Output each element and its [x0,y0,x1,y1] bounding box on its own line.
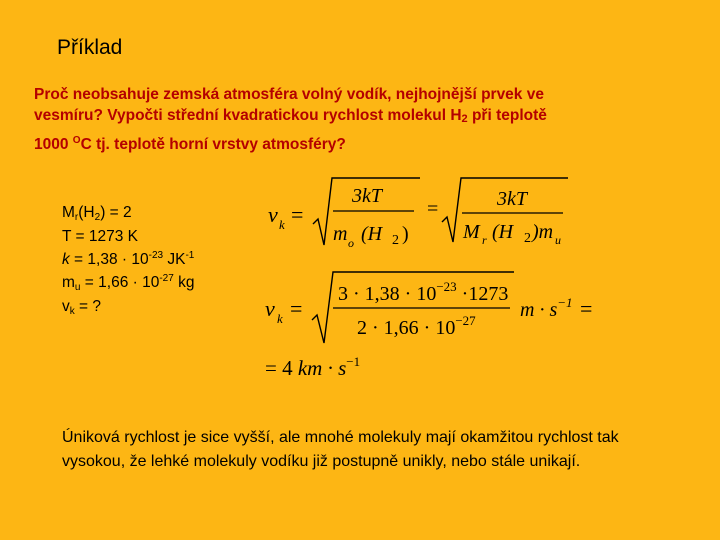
formula-numerator-1: 3kT [352,185,382,207]
formula-den2-paren: (H [492,221,514,243]
question-line-2: vesmíru? Vypočti střední kvadratickou rychlost molekul $H_2$ při teplotě [34,107,547,125]
formula2-v-symbol: v [265,296,275,321]
formula-den2-two: 2 [524,231,531,246]
conclusion-line-1: Úniková rychlost je sice vyšší, ale mnohé molekuly mají okamžitou rychlost tak [62,429,619,446]
formula-equals-2: = [427,198,439,220]
formula-den1-two: 2 [392,233,399,248]
given-molar-mass: $M_r(H_2) = 2$ [62,204,132,223]
formula-den1-m: m [333,223,348,245]
formula-numerator-2: 3kT [497,188,527,210]
given-atomic-mass-unit: $m_u = 1,66 \cdot 10^{-27}$ kg [62,273,195,293]
formula-den2-close: )m [532,221,554,243]
question-line-1: Proč neobsahuje zemská atmosféra volný vodík, nejhojnější prvek ve [34,86,544,103]
formula-den2-r: r [482,233,487,247]
formula-equals-1: = [291,202,304,227]
conclusion-text [62,426,712,474]
formula-den1-o: o [348,236,354,250]
formula2-v-subscript: k [277,311,283,326]
slide-title: Příklad [57,36,123,59]
given-temperature: T = 1273 K [62,228,138,245]
formula-v-symbol: v [268,202,278,227]
formula2-numerator: $3 \cdot 1,38 \cdot 10^{-23} \cdot 1273$ [338,279,509,305]
formula-result: = 4 km · $s^{-1}$ [265,354,361,380]
formula-den1-close: ) [402,223,409,245]
formula2-equals-end: = [580,296,593,321]
given-boltzmann: $k = 1,38 \cdot 10^{-23}$ $JK^{-1}$ [62,250,195,268]
formula2-denominator: $2 \cdot 1,66 \cdot 10^{-27}$ [357,313,476,339]
formula2-unit: $m \cdot s^{-1}$ [520,295,573,321]
given-unknown-velocity: $v_k$ = ? [62,298,102,317]
formula-den2-M: M [463,221,480,243]
conclusion-line-2: vysokou, že lehké molekuly vodíku již postupně unikly, nebo stále unikají. [62,453,581,470]
formula2-equals: = [290,296,303,321]
formula-den1-paren: (H [361,223,383,245]
question-line-3: 1000 $^O$C tj. teplotě horní vrstvy atmosféry? [34,135,346,153]
formula-den2-u: u [555,233,561,247]
formula-v-subscript: k [279,217,285,232]
